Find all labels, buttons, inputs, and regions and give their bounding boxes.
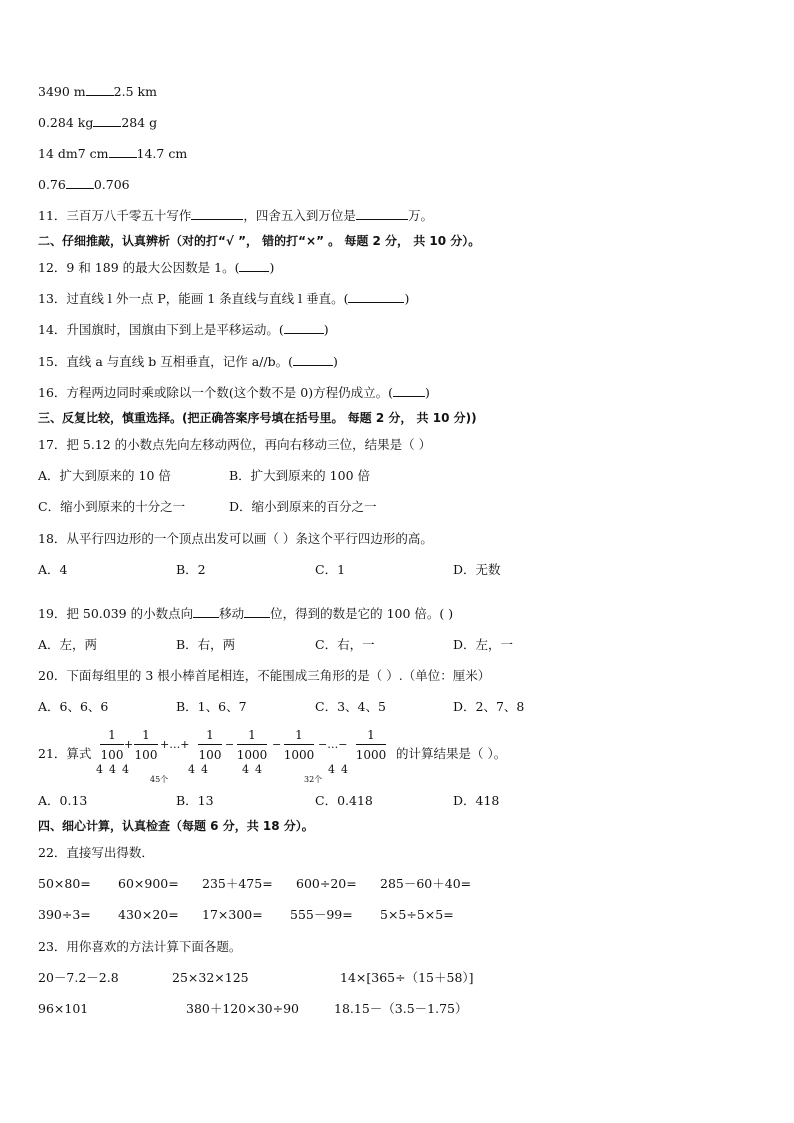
- denominator: 1000: [283, 748, 315, 762]
- option-b[interactable]: B．13: [176, 793, 214, 808]
- option-b[interactable]: B．右，两: [176, 637, 236, 652]
- question-16: 16．方程两边同时乘或除以一个数(这个数不是 0)方程仍成立。( ): [38, 385, 430, 400]
- calc-item: 430×20=: [118, 907, 179, 922]
- numerator: 1: [295, 728, 303, 742]
- question-13: 13．过直线 l 外一点 P，能画 1 条直线与直线 l 垂直。( ): [38, 291, 410, 306]
- answer-blank[interactable]: [348, 302, 404, 303]
- denominator: 1000: [236, 748, 268, 762]
- question-20-stem: 20．下面每组里的 3 根小棒首尾相连，不能围成三角形的是（ ）.（单位：厘米）: [38, 668, 491, 683]
- calc-item: 235＋475=: [202, 876, 273, 891]
- answer-blank[interactable]: [284, 333, 324, 334]
- section-3-heading: 三、反复比较，慎重选择。(把正确答案序号填在括号里。 每题 2 分， 共 10 分)): [38, 411, 477, 425]
- question-18-stem: 18．从平行四边形的一个顶点出发可以画（ ）条这个平行四边形的高。: [38, 531, 433, 546]
- numerator: 1: [206, 728, 214, 742]
- option-a[interactable]: A．扩大到原来的 10 倍: [38, 468, 171, 483]
- option-c[interactable]: C．0.418: [315, 793, 373, 808]
- question-15: 15．直线 a 与直线 b 互相垂直，记作 a//b。( ): [38, 354, 338, 369]
- question-17-stem: 17．把 5.12 的小数点先向左移动两位，再向右移动三位，结果是（ ）: [38, 437, 432, 452]
- option-c[interactable]: C．右，一: [315, 637, 375, 652]
- formula: 1 100 + 1 100 +…+ 1 100 − 444 44 45个 1 1000 − 1 1000 −…− 1 1000 44 44 32个: [92, 738, 392, 778]
- fraction-bar: [284, 744, 314, 745]
- calc-item: 50×80=: [38, 876, 91, 891]
- calc-item: 96×101: [38, 1001, 89, 1016]
- blank[interactable]: [193, 617, 219, 618]
- blank[interactable]: [93, 126, 121, 127]
- fraction-bar: [198, 744, 222, 745]
- question-12: 12．9 和 189 的最大公因数是 1。( ): [38, 260, 275, 275]
- fraction-bar: [134, 744, 158, 745]
- calc-item: 390÷3=: [38, 907, 91, 922]
- calc-item: 25×32×125: [172, 970, 249, 985]
- answer-blank[interactable]: [393, 396, 425, 397]
- option-a[interactable]: A．6、6、6: [38, 699, 109, 714]
- calc-item: 555－99=: [290, 907, 353, 922]
- option-d[interactable]: D．缩小到原来的百分之一: [229, 499, 377, 514]
- option-d[interactable]: D．无数: [453, 562, 501, 577]
- compare-row-4: 0.76 0.706: [38, 177, 130, 192]
- question-19-stem: 19．把 50.039 的小数点向 移动 位，得到的数是它的 100 倍。( ): [38, 606, 454, 621]
- compare-row-3: 14 dm7 cm 14.7 cm: [38, 146, 188, 161]
- numerator: 1: [108, 728, 116, 742]
- denominator: 1000: [355, 748, 387, 762]
- blank[interactable]: [244, 617, 270, 618]
- option-b[interactable]: B．1、6、7: [176, 699, 247, 714]
- question-14: 14．升国旗时，国旗由下到上是平移运动。( ): [38, 322, 329, 337]
- section-2-heading: 二、仔细推敲，认真辨析（对的打“√ ”， 错的打“×” 。 每题 2 分， 共 10 分）。: [38, 234, 481, 248]
- option-d[interactable]: D．2、7、8: [453, 699, 525, 714]
- calc-item: 285－60＋40=: [380, 876, 472, 891]
- option-b[interactable]: B．2: [176, 562, 206, 577]
- question-21-label: 21．算式: [38, 746, 92, 761]
- question-21-tail: 的计算结果是（ ）。: [396, 746, 507, 761]
- option-a[interactable]: A．左，两: [38, 637, 98, 652]
- calc-item: 60×900=: [118, 876, 179, 891]
- option-d[interactable]: D．418: [453, 793, 500, 808]
- option-c[interactable]: C．3、4、5: [315, 699, 386, 714]
- calc-item: 14×[365÷（15＋58）]: [340, 970, 474, 985]
- calc-item: 5×5÷5×5=: [380, 907, 454, 922]
- calc-item: 600÷20=: [296, 876, 357, 891]
- option-c[interactable]: C．缩小到原来的十分之一: [38, 499, 186, 514]
- option-c[interactable]: C．1: [315, 562, 346, 577]
- question-11: 11．三百万八千零五十写作 ，四舍五入到万位是 万。: [38, 208, 433, 223]
- option-a[interactable]: A．0.13: [38, 793, 88, 808]
- count-label-45: 45个: [150, 775, 169, 784]
- fraction-bar: [100, 744, 124, 745]
- calc-item: 17×300=: [202, 907, 263, 922]
- question-23-title: 23．用你喜欢的方法计算下面各题。: [38, 939, 242, 954]
- option-d[interactable]: D．左，一: [453, 637, 514, 652]
- answer-blank[interactable]: [293, 365, 333, 366]
- numerator: 1: [248, 728, 256, 742]
- option-b[interactable]: B．扩大到原来的 100 倍: [229, 468, 370, 483]
- compare-row-1: 3490 m 2.5 km: [38, 84, 157, 99]
- denominator: 100: [198, 748, 222, 762]
- blank[interactable]: [66, 188, 94, 189]
- fraction-bar: [356, 744, 386, 745]
- denominator: 100: [100, 748, 124, 762]
- option-a[interactable]: A．4: [38, 562, 68, 577]
- calc-item: 380＋120×30÷90: [186, 1001, 299, 1016]
- numerator: 1: [367, 728, 375, 742]
- question-22-title: 22．直接写出得数．: [38, 845, 154, 860]
- calc-item: 18.15－（3.5－1.75）: [334, 1001, 468, 1016]
- denominator: 100: [134, 748, 158, 762]
- compare-row-2: 0.284 kg 284 g: [38, 115, 158, 130]
- numerator: 1: [142, 728, 150, 742]
- count-label-32: 32个: [304, 775, 323, 784]
- section-4-heading: 四、细心计算，认真检查（每题 6 分，共 18 分）。: [38, 819, 314, 833]
- answer-blank[interactable]: [239, 271, 269, 272]
- fraction-bar: [237, 744, 267, 745]
- calc-item: 20－7.2－2.8: [38, 970, 119, 985]
- blank[interactable]: [109, 157, 137, 158]
- blank[interactable]: [356, 219, 408, 220]
- blank[interactable]: [191, 219, 243, 220]
- blank[interactable]: [86, 95, 114, 96]
